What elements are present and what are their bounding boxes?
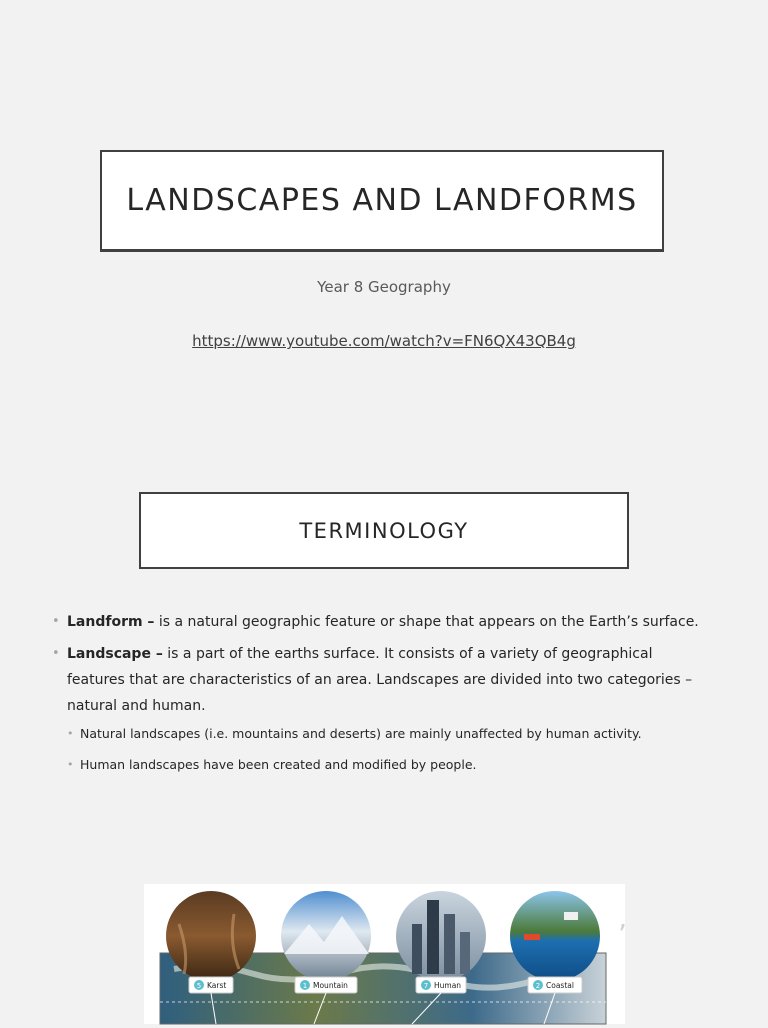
term-item-landform [52, 609, 712, 635]
terminology-list [52, 609, 712, 785]
sub-point: • Human landscapes have been created and modified by people. [67, 754, 712, 776]
section-heading-box [139, 492, 629, 569]
label-mountain [295, 977, 357, 993]
karst-thumbnail [166, 891, 256, 981]
svg-text:Human: Human [434, 981, 462, 990]
video-link[interactable]: https://www.youtube.com/watch?v=FN6QX43QB4g [192, 332, 576, 350]
svg-text:Coastal: Coastal [546, 981, 574, 990]
term-definition: is a natural geographic feature or shape that appears on the Earth’s surface. [154, 614, 699, 630]
title-box [100, 150, 664, 252]
term-name: Landform – [67, 614, 155, 630]
svg-text:7: 7 [423, 982, 429, 990]
coastal-thumbnail [510, 891, 600, 981]
subtitle: Year 8 Geography [317, 278, 451, 296]
svg-text:Karst: Karst [207, 981, 227, 990]
landscape-subpoints [67, 723, 712, 776]
landscape-types-figure [144, 884, 625, 1024]
page-title: LANDSCAPES AND LANDFORMS [126, 183, 638, 218]
svg-text:Mountain: Mountain [313, 981, 348, 990]
svg-text:2: 2 [535, 982, 541, 990]
label-human [416, 977, 466, 993]
landscape-types-illustration [144, 884, 625, 1024]
section-heading: TERMINOLOGY [299, 518, 469, 543]
video-link-container [0, 332, 768, 350]
label-karst [189, 977, 233, 993]
mountain-thumbnail [281, 891, 371, 981]
decorative-glyph: ’ [618, 918, 627, 951]
term-name: Landscape – [67, 646, 163, 662]
label-coastal [528, 977, 582, 993]
term-definition: is a part of the earths surface. It consists of a variety of geographical features that are characteristics of an area. Landscapes are divided into two categories – natural and human. [67, 646, 693, 714]
svg-text:5: 5 [196, 982, 202, 990]
term-item-landscape [52, 641, 712, 776]
human-thumbnail [396, 891, 486, 981]
sub-point: • Natural landscapes (i.e. mountains and deserts) are mainly unaffected by human activity. [67, 723, 712, 745]
svg-text:1: 1 [302, 982, 308, 990]
